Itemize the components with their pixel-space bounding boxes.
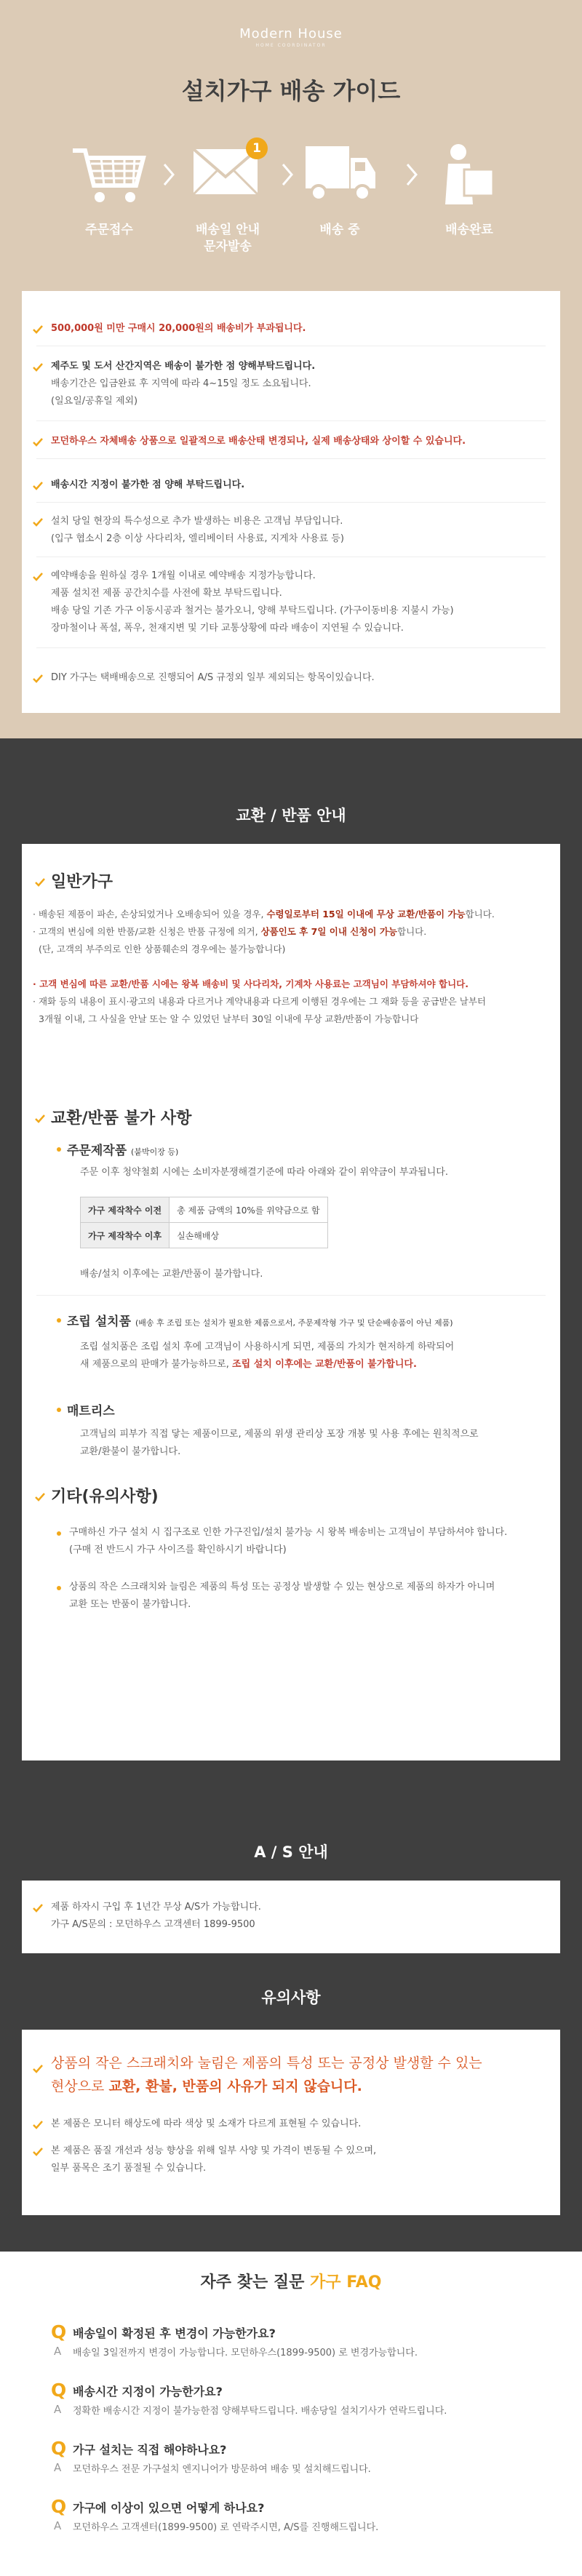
- faq-title: 자주 찾는 질문 가구 FAQ: [200, 2273, 382, 2292]
- step-shipping: [300, 142, 380, 239]
- etc-item: 상품의 작은 스크래치와 늘림은 제품의 특성 또는 공정상 발생할 수 있는 현상으로 제품의 하자가 아니며 교환 또는 반품이 불가합니다.: [69, 1582, 495, 1610]
- check-icon: [33, 2119, 43, 2129]
- check-icon: [33, 673, 43, 683]
- step-label: 배송완료: [445, 223, 493, 237]
- notice-section: [0, 1986, 582, 2252]
- bullet-icon: [57, 1531, 61, 1536]
- step-complete: [429, 142, 509, 239]
- page-title: 설치가구 배송 가이드: [181, 77, 401, 105]
- chevron-right-icon: [162, 160, 176, 189]
- assembly-desc: 조립 설치품은 조립 설치 후에 고객님이 사용하시게 되면, 제품의 가치가 현저하게 하락되어 새 제품으로의 판매가 불가능하므로, 조립 설치 이후에는 교환/반품이 불가합니다.: [80, 1341, 455, 1370]
- step-label: 주문접수: [85, 223, 133, 237]
- check-icon: [33, 517, 43, 527]
- step-order: [69, 142, 149, 239]
- notice-card: [22, 2030, 560, 2215]
- guide-section: [0, 0, 582, 738]
- assembly-title: 조립 설치품 (배송 후 조립 또는 설치가 필요한 제품으로서, 주문제작형 가구 및 단순배송품이 아닌 제품): [67, 1315, 453, 1329]
- check-icon: [33, 480, 43, 490]
- check-icon: [35, 874, 45, 884]
- custom-order-desc: 주문 이후 청약철회 시에는 소비자분쟁해결기준에 따라 아래와 같이 위약금이 부과됩니다.: [80, 1167, 448, 1178]
- etc-item: 구매하신 가구 설치 시 집구조로 인한 가구진입/설치 불가능 시 왕복 배송비는 고객님이 부담하셔야 합니다. (구매 전 반드시 가구 사이즈를 확인하시기 바랍니다): [69, 1527, 508, 1555]
- as-card: [22, 1881, 560, 1953]
- not-allowed-title: 교환/반품 불가 사항: [51, 1106, 191, 1128]
- check-icon: [33, 362, 43, 372]
- divider: [36, 1295, 546, 1296]
- notice-item: 본 제품은 모니터 해상도에 따라 색상 및 소재가 다르게 표현될 수 있습니다.: [51, 2116, 531, 2133]
- guide-item: 배송시간 지정이 불가한 점 양해 부탁드립니다.: [51, 476, 531, 494]
- mattress-title: 매트리스: [67, 1404, 115, 1419]
- check-icon: [33, 436, 43, 447]
- step-label: 배송 중: [319, 223, 360, 237]
- check-icon: [33, 1902, 43, 1913]
- notice-headline: 상품의 작은 스크래치와 눌림은 제품의 특성 또는 공정상 발생할 수 있는 현상으로 교환, 환불, 반품의 사유가 되지 않습니다.: [51, 2051, 546, 2098]
- section-title: 교환 / 반품 안내: [236, 807, 346, 824]
- guide-item: DIY 가구는 택배배송으로 진행되어 A/S 규정외 일부 제외되는 항목이있습니다.: [51, 669, 531, 687]
- etc-title: 기타(유의사항): [51, 1484, 159, 1507]
- general-rules: · 배송된 제품이 파손, 손상되었거나 오배송되어 있을 경우, 수령일로부터 15일 이내에 무상 교환/반품이 가능합니다. · 고객의 변심에 의한 반품/교환 신청은 반품 규정에 의거, 상품인도 후 7일 이내 신청이 가능합니다. (단, 고객의 부주의로 인한 상품훼손의 경우에는 불가능합니다) · 고객 변심에 따른 교환/반품 시에는 왕복 배송비 및 사다리차, 기계차 사용료는 고객님이 부담하셔야 합니다. · 재화 등의 내용이 표시·광고의 내용과 다르거나 계약내용과 다르게 이행된 경우에는 그 재화 등을 공급받은 날부터 3개월 이내, 그 사실을 안날 또는 알 수 있었던 날부터 30일 이내에 무상 교환/반품이 가능합니다: [33, 909, 495, 1024]
- truck-icon: [300, 142, 380, 207]
- mattress-desc: 고객님의 피부가 직접 닿는 제품이므로, 제품의 위생 관리상 포장 개봉 및 사용 후에는 원칙적으로 교환/환불이 불가합니다.: [80, 1429, 479, 1457]
- section-title: 유의사항: [261, 1989, 321, 2006]
- guide-item: 설치 당일 현장의 특수성으로 추가 발생하는 비용은 고객님 부담입니다. (입구 협소시 2층 이상 사다리차, 엘리베이터 사용료, 지게차 사용료 등): [51, 513, 531, 548]
- guide-item: 500,000원 미만 구매시 20,000원의 배송비가 부과됩니다.: [51, 320, 531, 338]
- brand-logo: [0, 26, 582, 48]
- as-section: [0, 1804, 582, 1986]
- guide-item: 제주도 및 도서 산간지역은 배송이 불가한 점 양해부탁드립니다. 배송기간은 입금완료 후 지역에 따라 4~15일 정도 소요됩니다. (일요일/공휴일 제외): [51, 358, 531, 410]
- brand-name: Modern House: [239, 26, 343, 41]
- as-info: 제품 하자시 구입 후 1년간 무상 A/S가 가능합니다. 가구 A/S문의 : 모던하우스 고객센터 1899-9500: [51, 1899, 531, 1934]
- custom-order-after: 배송/설치 이후에는 교환/반품이 불가합니다.: [80, 1269, 263, 1280]
- exchange-section: [0, 738, 582, 1804]
- guide-card: [22, 291, 560, 713]
- check-icon: [33, 2146, 43, 2156]
- general-furniture-title: 일반가구: [51, 869, 113, 892]
- cart-icon: [69, 142, 149, 207]
- chevron-right-icon: [280, 160, 295, 189]
- delivery-steps: [73, 142, 509, 258]
- bullet-icon: [57, 1408, 61, 1412]
- bullet-icon: [57, 1586, 61, 1590]
- bullet-icon: [57, 1147, 61, 1152]
- delivery-person-icon: [429, 142, 509, 207]
- check-icon: [33, 324, 43, 334]
- chevron-right-icon: [404, 160, 419, 189]
- guide-item: 예약배송을 원하실 경우 1개월 이내로 예약배송 지정가능합니다. 제품 설치전 제품 공간치수를 사전에 확보 부탁드립니다. 배송 당일 기존 가구 이동시공과 철거는 불가오니, 양해 부탁드립니다. (가구이동비용 지불시 가능) 장마철이나 폭설, 폭우, 천재지변 및 기타 교통상황에 따라 배송이 지연될 수 있습니다.: [51, 567, 531, 637]
- divider: [36, 458, 546, 459]
- check-icon: [35, 1110, 45, 1120]
- step-notice: [188, 142, 268, 255]
- exchange-card: [22, 844, 560, 1760]
- mail-icon: [188, 142, 268, 207]
- brand-tagline: HOME COORDINATOR: [255, 43, 327, 48]
- divider: [36, 502, 546, 503]
- custom-order-title: 주문제작품 (붙박이장 등): [67, 1144, 179, 1158]
- check-icon: [35, 1488, 45, 1499]
- notification-badge: 1: [246, 137, 268, 159]
- bullet-icon: [57, 1318, 61, 1323]
- check-icon: [33, 2058, 43, 2068]
- check-icon: [33, 571, 43, 581]
- section-title: A / S 안내: [254, 1843, 328, 1861]
- notice-item: 본 제품은 품질 개선과 성능 향상을 위해 일부 사양 및 가격이 변동될 수 있으며, 일부 품목은 조기 품절될 수 있습니다.: [51, 2142, 531, 2177]
- divider: [36, 420, 546, 421]
- guide-item: 모던하우스 자체배송 상품으로 일괄적으로 배송산태 변경되나, 실제 배송상태와 상이할 수 있습니다.: [51, 433, 531, 450]
- step-label: 배송일 안내 문자발송: [195, 223, 260, 254]
- faq-section: 자주 찾는 질문 가구 FAQ Q 배송일이 확정된 후 변경이 가능한가요? A 배송일 3일전까지 변경이 가능합니다. 모던하우스(1899-9500) 로 변경가능합니다. Q 배송시간 지정이 가능한가요? A 정확한 배송시간 지정이 불가능한점 양해부탁드립니다. 배송당일 설치기사가 연락드립니다. Q 가구 설치는 직접 해야하나요? A 모던하우스 전문 가구설치 엔지니어가 방문하여 배송 및 설치해드립니다. Q 가구에 이상이 있으면 어떻게 하나요? A 모던하우스 고객센터(1899-9500) 로 연락주시면, A/S를 진행해드립니다.: [0, 2252, 582, 2576]
- penalty-table: 가구 제작착수 이전 총 제품 금액의 10%를 위약금으로 함 가구 제작착수 이후 실손해배상: [80, 1197, 328, 1248]
- divider: [36, 647, 546, 648]
